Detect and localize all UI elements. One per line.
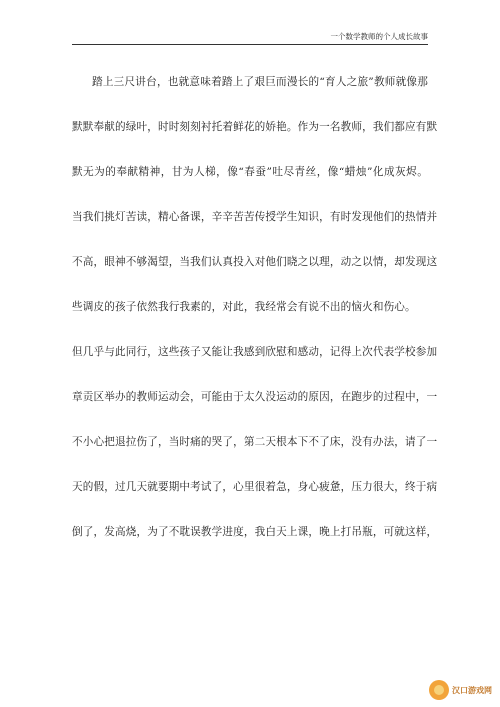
page-header: 一个数学教师的个人成长故事 bbox=[72, 30, 428, 45]
text-line: 些调皮的孩子依然我行我素的，对此，我经常会有说不出的恼火和伤心。 bbox=[72, 301, 416, 313]
text-line: 不小心把退拉伤了，当时痛的哭了，第二天根本下不了床，没有办法，请了一 bbox=[72, 436, 438, 448]
text-line: 踏上三尺讲台，也就意味着踏上了艰巨而漫长的“育人之旅”教师就像那 bbox=[92, 76, 428, 88]
text-line: 默默奉献的绿叶，时时刻刻衬托着鲜花的娇艳。作为一名教师，我们都应有默 bbox=[72, 121, 438, 133]
text-line: 天的假，过几天就要期中考试了，心里很着急，身心疲惫，压力很大，终于病 bbox=[72, 481, 438, 493]
text-line: 但几乎与此同行，这些孩子又能让我感到欣慰和感动，记得上次代表学校参加 bbox=[72, 346, 438, 358]
text-line: 默无为的奉献精神，甘为人梯，像“春蚕”吐尽青丝，像“蜡烛”化成灰烬。 bbox=[72, 166, 428, 178]
text-line: 倒了，发高烧，为了不耽误教学进度，我白天上课，晚上打吊瓶，可就这样， bbox=[72, 526, 438, 538]
text-line: 不高，眼神不够渴望，当我们认真投入对他们晓之以理，动之以情，却发现这 bbox=[72, 256, 438, 268]
text-line: 当我们挑灯苦读，精心备课，辛辛苦苦传授学生知识，有时发现他们的热情并 bbox=[72, 211, 438, 223]
text-line: 章贡区举办的教师运动会，可能由于太久没运动的原因，在跑步的过程中，一 bbox=[72, 391, 438, 403]
watermark-text: 汉口游戏网 bbox=[452, 685, 492, 695]
site-watermark bbox=[412, 679, 492, 701]
logo-icon bbox=[429, 680, 449, 700]
